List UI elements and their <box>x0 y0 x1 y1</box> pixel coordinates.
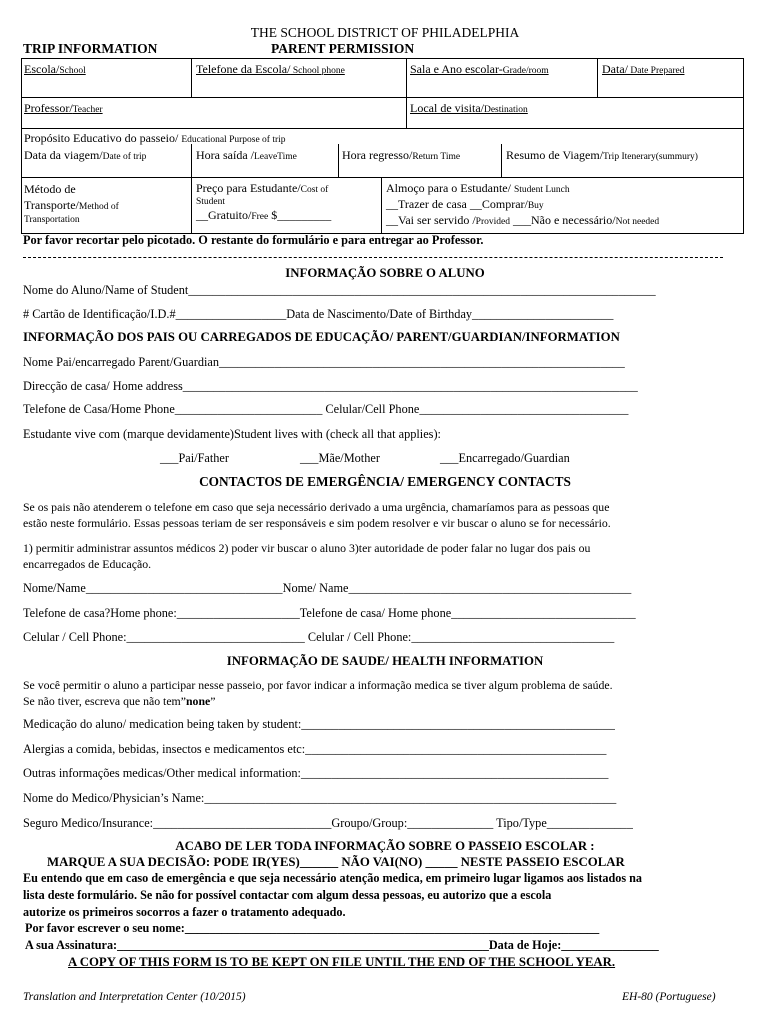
health-paragraph-2: Se não tiver, escreva que não tem”none” <box>23 694 216 708</box>
grade-room-field[interactable]: Sala e Ano escolar-Grade/room <box>410 62 549 76</box>
parent-permission-heading: PARENT PERMISSION <box>271 41 415 56</box>
footer-right: EH-80 (Portuguese) <box>622 991 716 1003</box>
district-title: THE SCHOOL DISTRICT OF PHILADELPHIA <box>250 25 520 40</box>
medication-line[interactable]: Medicação do aluno/ medication being taken by student:___________________________________________________ <box>23 717 615 731</box>
trip-information-table <box>21 58 744 234</box>
educational-purpose-field[interactable]: Propósito Educativo do passeio/ Educational Purpose of trip <box>24 131 286 145</box>
decision-line[interactable]: MARQUE A SUA DECISÃO: PODE IR(YES)______ NÃO VAI(NO) _____ NESTE PASSEIO ESCOLAR <box>47 855 625 869</box>
guardian-checkbox-line[interactable]: ___Encarregado/Guardian <box>440 451 570 465</box>
emergency-paragraph-2: estão neste formulário. Essas pessoas teriam de ser responsáveis e sim podem resolver e vir buscar o aluno se for necessário. <box>23 516 611 530</box>
cut-instruction: Por favor recortar pelo picotado. O restante do formulário e para entregar ao Professor. <box>23 233 484 247</box>
signature-date-line[interactable]: A sua Assinatura:_____________________________________________________________Data de Hoje:________________ <box>25 938 659 952</box>
mother-checkbox-line[interactable]: ___Mãe/Mother <box>300 451 380 465</box>
copy-notice: A COPY OF THIS FORM IS TO BE KEPT ON FILE UNTIL THE END OF THE SCHOOL YEAR. <box>68 955 616 969</box>
other-medical-info-line[interactable]: Outras informações medicas/Other medical information:__________________________________________________ <box>23 766 609 780</box>
father-checkbox-line[interactable]: ___Pai/Father <box>160 451 229 465</box>
transportation-method-field[interactable]: Método de Transporte/Method of Transportation <box>24 182 119 225</box>
student-lunch-field[interactable]: Almoço para o Estudante/ Student Lunch __Trazer de casa __Comprar/Buy __Vai ser servido /Provided ___Não e necessário/Not needed <box>386 181 660 227</box>
health-heading: INFORMAÇÃO DE SAUDE/ HEALTH INFORMATION <box>226 654 544 668</box>
emergency-paragraph-3: 1) permitir administrar assuntos médicos 2) poder vir buscar o aluno 3)ter autoridade de poder falar no lugar dos pais ou <box>23 541 591 555</box>
date-of-trip-field[interactable]: Data da viagem/Date of trip <box>24 148 147 162</box>
destination-field[interactable]: Local de visita/Destination <box>410 101 528 115</box>
emergency-paragraph-1: Se os pais não atenderem o telefone em caso que seja necessário derivado a uma urgência, chamaríamos para as pessoas que <box>23 500 610 514</box>
leave-time-field[interactable]: Hora saída /LeaveTime <box>196 148 297 162</box>
cut-line <box>23 257 723 258</box>
emergency-heading: CONTACTOS DE EMERGÊNCIA/ EMERGENCY CONTACTS <box>199 474 571 489</box>
emergency-name-line[interactable]: Nome/Name________________________________Nome/ Name______________________________________________ <box>23 581 632 595</box>
home-address-line[interactable]: Direcção de casa/ Home address__________________________________________________________________________ <box>23 379 638 393</box>
emergency-paragraph-4: encarregados de Educação. <box>23 557 152 571</box>
student-cost-field[interactable]: Preço para Estudante/Cost of Student __Gratuito/Free $_________ <box>196 181 332 222</box>
school-field[interactable]: Escola/School <box>24 62 86 76</box>
school-phone-field[interactable]: Telefone da Escola/ School phone <box>196 62 345 76</box>
emergency-cell-phone-line[interactable]: Celular / Cell Phone:_____________________________ Celular / Cell Phone:_________________________________ <box>23 630 615 644</box>
footer-left: Translation and Interpretation Center (10/2015) <box>23 991 246 1003</box>
consent-paragraph-2: lista deste formulário. Se não for possível contactar com algum dessa pessoas, eu autorizo que a escola <box>23 888 552 902</box>
trip-information-heading: TRIP INFORMATION <box>23 41 158 56</box>
teacher-field[interactable]: Professor/Teacher <box>24 101 103 115</box>
physician-name-line[interactable]: Nome do Medico/Physician’s Name:___________________________________________________________________ <box>23 791 617 805</box>
consent-heading: ACABO DE LER TODA INFORMAÇÃO SOBRE O PASSEIO ESCOLAR : <box>175 839 595 853</box>
parent-info-heading: INFORMAÇÃO DOS PAIS OU CARREGADOS DE EDUCAÇÃO/ PARENT/GUARDIAN/INFORMATION <box>23 330 620 344</box>
consent-paragraph-3: autorize os primeiros socorros a fazer o tratamento adequado. <box>23 905 346 919</box>
student-info-heading: INFORMAÇÃO SOBRE O ALUNO <box>285 266 485 280</box>
return-time-field[interactable]: Hora regresso/Return Time <box>342 148 461 162</box>
parent-name-signature-line[interactable]: Por favor escrever o seu nome:____________________________________________________________________ <box>25 921 600 935</box>
health-paragraph-1: Se você permitir o aluno a participar nesse passeio, por favor indicar a informação medica se tiver algum problema de saúde. <box>23 678 613 692</box>
allergies-line[interactable]: Alergias a comida, bebidas, insectos e medicamentos etc:_________________________________________________ <box>23 742 607 756</box>
lives-with-label: Estudante vive com (marque devidamente)Student lives with (check all that applies): <box>23 427 441 441</box>
insurance-line[interactable]: Seguro Medico/Insurance:_____________________________Groupo/Group:______________ Tipo/Type______________ <box>23 816 633 830</box>
student-id-line[interactable]: # Cartão de Identificação/I.D.#__________________Data de Nascimento/Date of Birthday_______________________ <box>23 307 614 321</box>
date-prepared-field[interactable]: Data/ Date Prepared <box>602 62 685 76</box>
emergency-home-phone-line[interactable]: Telefone de casa?Home phone:____________________Telefone de casa/ Home phone______________________________ <box>23 606 636 620</box>
parent-name-line[interactable]: Nome Pai/encarregado Parent/Guardian__________________________________________________________________ <box>23 355 625 369</box>
consent-paragraph-1: Eu entendo que em caso de emergência e que seja necessário atenção medica, em primeiro lugar ligamos aos listados na <box>23 871 643 885</box>
trip-itinerary-field[interactable]: Resumo de Viagem/Trip Itenerary(summury) <box>506 148 698 162</box>
student-name-line[interactable]: Nome do Aluno/Name of Student____________________________________________________________________________ <box>23 283 656 297</box>
home-phone-line[interactable]: Telefone de Casa/Home Phone________________________ Celular/Cell Phone__________________________________ <box>23 402 629 416</box>
